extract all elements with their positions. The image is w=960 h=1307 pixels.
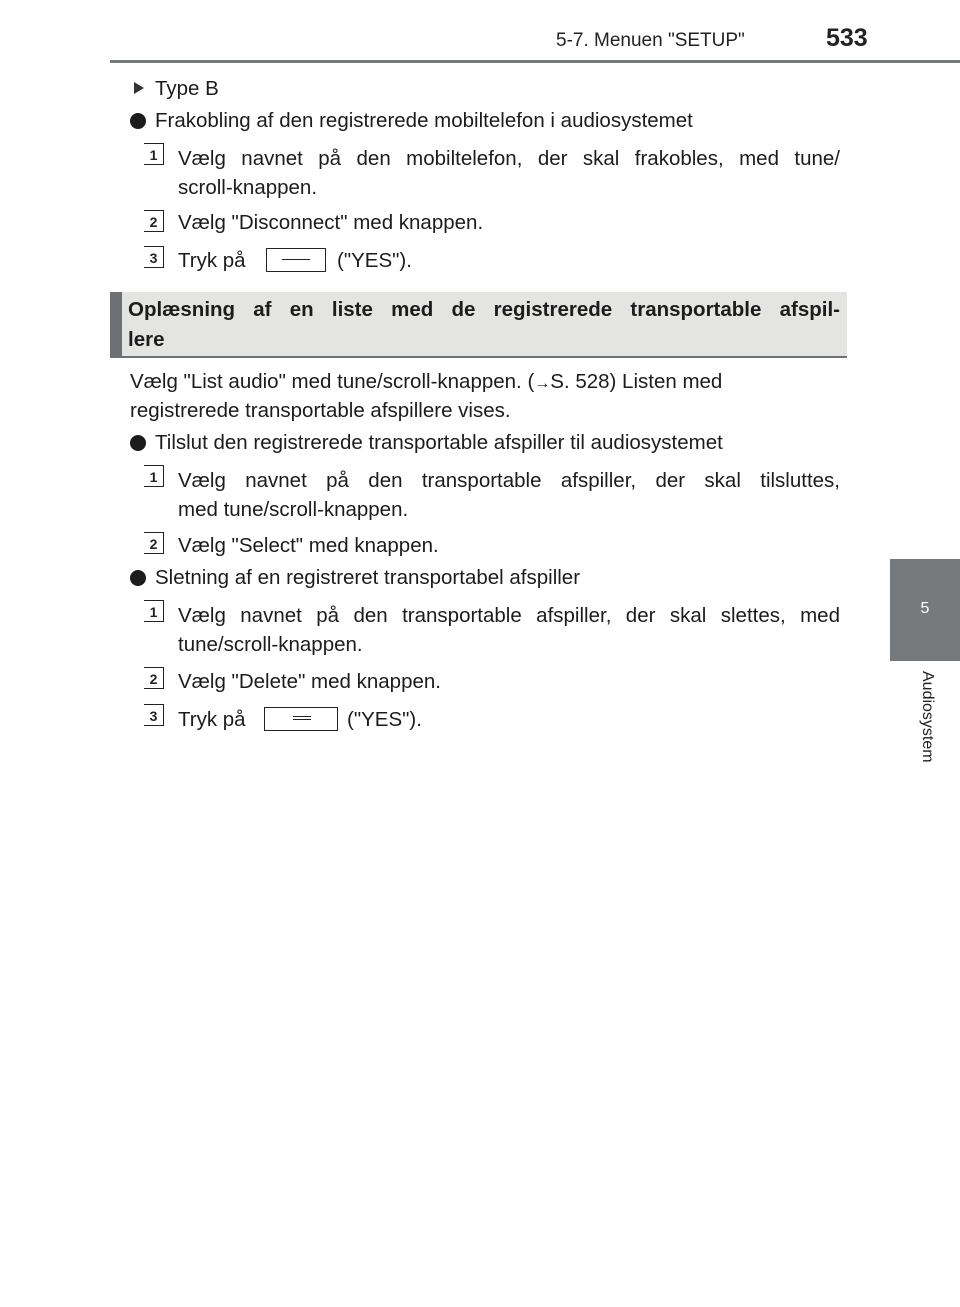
bullet-text: Frakobling af den registrerede mobiltelefon i audiosystemet [155,109,693,132]
arrow-right-icon: → [534,375,551,392]
intro-text: Vælg "List audio" med tune/scroll-knappen. (→S. 528) Listen med [130,367,722,398]
step-number-box: 3 [144,246,164,268]
triangle-icon [134,82,144,94]
header-rule [110,60,960,63]
step-text: Vælg "Select" med knappen. [178,534,439,557]
step-number-box: 1 [144,143,164,165]
step-number-box: 3 [144,704,164,726]
step-text: Vælg "Delete" med knappen. [178,670,441,693]
section-title: 5-7. Menuen "SETUP" [556,30,745,51]
type-label: Type B [155,77,219,100]
intro-line-1 [130,367,840,398]
step-number-box: 2 [144,532,164,554]
step-text-post: ("YES"). [347,708,422,731]
yes-button-icon [266,248,326,272]
heading-accent-bar [110,292,122,356]
chapter-number: 5 [920,600,930,617]
step-text-continued: scroll-knappen. [178,176,318,199]
bullet-text: Sletning af en registreret transportabel afspiller [155,566,581,589]
step-text: Vælg navnet på den transportable afspiller, der skal slettes, med [178,604,840,627]
intro-line-2: registrerede transportable afspillere vises. [130,399,511,422]
step-text-continued: tune/scroll-knappen. [178,633,363,656]
step-text-pre: Tryk på [178,249,246,272]
step-number-box: 2 [144,667,164,689]
heading-line-2: lere [128,328,165,351]
page-number: 533 [826,24,868,52]
step-text-pre: Tryk på [178,708,246,731]
step-text: Vælg navnet på den mobiltelefon, der skal frakobles, med tune/ [178,147,840,170]
chapter-label-container [890,661,960,811]
dash-icon [282,259,310,260]
dash-icon [293,716,311,717]
step-number-box: 1 [144,600,164,622]
step-number-box: 2 [144,210,164,232]
bullet-icon [130,570,146,586]
bullet-icon [130,113,146,129]
heading-line-1: Oplæsning af en liste med de registrerede transportable afspil- [128,298,840,321]
step-text: Vælg navnet på den transportable afspiller, der skal tilsluttes, [178,469,840,492]
step-text-continued: med tune/scroll-knappen. [178,498,409,521]
step-text: Vælg "Disconnect" med knappen. [178,211,484,234]
step-number-box: 1 [144,465,164,487]
chapter-label: Audiosystem [919,671,936,763]
step-text-post: ("YES"). [337,249,412,272]
bullet-icon [130,435,146,451]
yes-button-icon [264,707,338,731]
bullet-text: Tilslut den registrerede transportable afspiller til audiosystemet [155,431,723,454]
heading-rule [110,356,847,358]
dash-icon [293,719,311,720]
